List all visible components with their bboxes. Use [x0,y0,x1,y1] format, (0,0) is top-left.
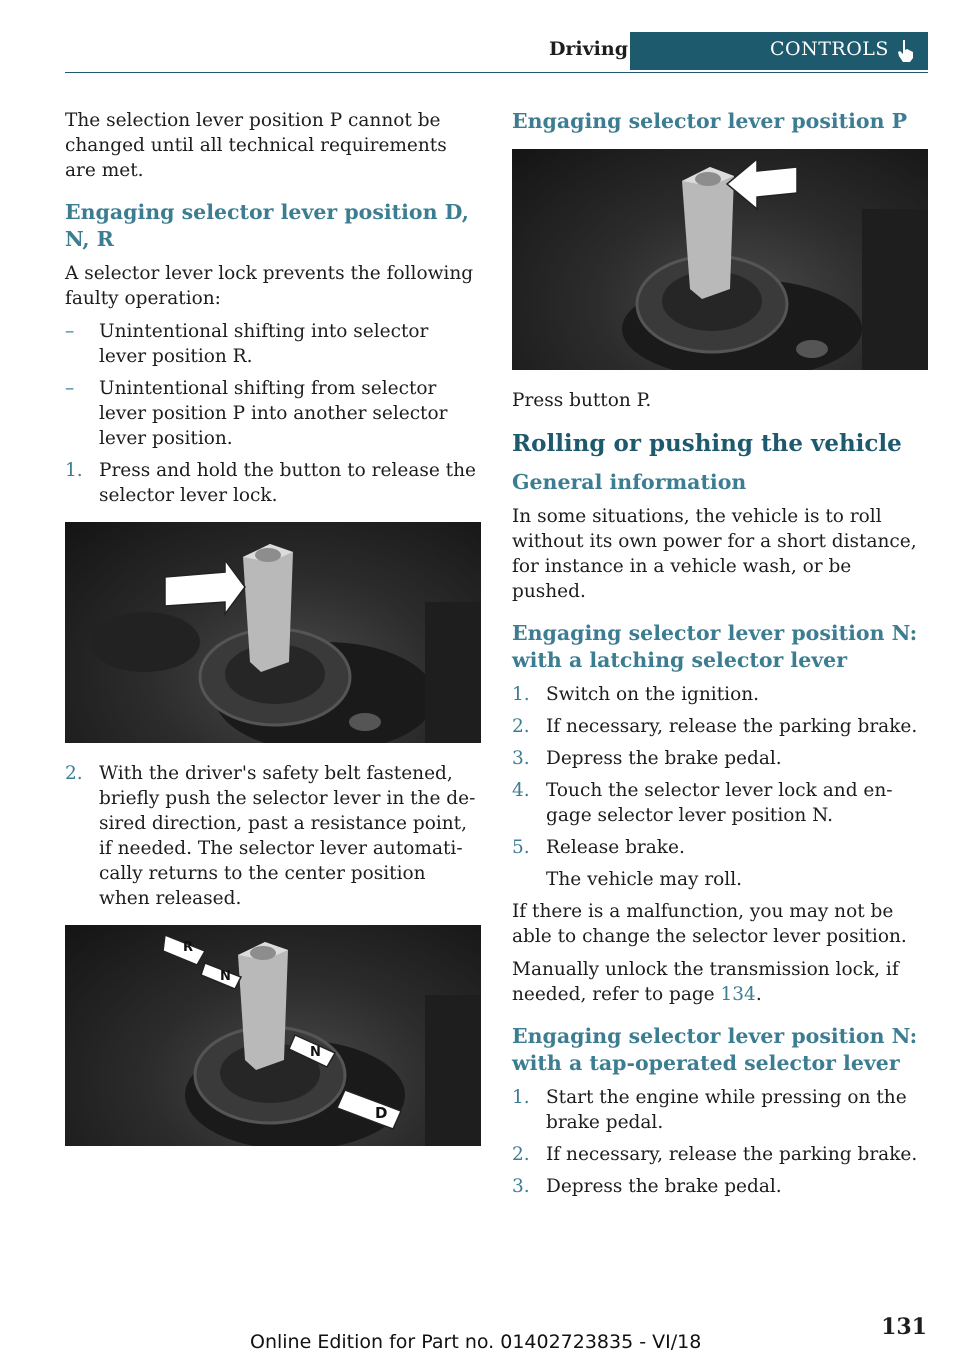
list-item: 2. With the driver's safety belt fastened, briefly push the selector lever in the de‐ sired direction, past a resistance point, if needed. The selector lever automati‐ cally returns to the center position when released. [65,763,476,909]
left-column [65,108,481,1164]
bullet-list [65,319,481,451]
heading-general: General information [512,470,747,494]
general-text: In some situations, the vehicle is to roll without its own power for a short distance, for instance in a vehicle wash, or be pushed. [512,506,917,602]
list-item: 5. Release brake. [512,837,685,858]
page-number: 131 [881,1314,927,1340]
list-item: 2. If necessary, release the parking brake. [512,716,918,737]
edition-text: Online Edition for Part no. 01402723835 - VI/18 [250,1331,702,1353]
list-item: 3. Depress the brake pedal. [512,1176,782,1197]
latch-steps [512,682,928,860]
right-column [512,108,928,1206]
malfunction-text: If there is a malfunction, you may not be able to change the selector lever position. [512,901,907,947]
figure-shift-directions [65,925,481,1146]
list-item: 1. Start the engine while pressing on the brake pedal. [512,1087,907,1133]
figure-button-p [512,149,928,370]
list-item: – Unintentional shifting from selector lever position P into another selector lever position. [65,378,448,449]
heading-position-p: Engaging selector lever position P [512,109,908,133]
page-link[interactable]: 134 [720,984,756,1005]
lock-intro: A selector lever lock prevents the following faulty operation: [65,263,474,309]
figure-release-lock [65,522,481,743]
unlock-text: Manually unlock the transmission lock, if needed, refer to page 134. [512,959,899,1005]
list-item: 2. If necessary, release the parking brake. [512,1144,918,1165]
list-item: 1. Press and hold the button to release the selector lever lock. [65,460,476,506]
shift-label-d: D [375,1104,388,1122]
press-p-text: Press button P. [512,390,652,411]
page-header [65,32,928,73]
intro-paragraph: The selection lever position P cannot be changed until all technical requirements are met. [65,110,447,181]
section-title: Driving [548,38,628,60]
hand-pointer-icon [894,38,916,64]
list-item: – Unintentional shifting into selector lever position R. [65,321,429,367]
list-item: 3. Depress the brake pedal. [512,748,782,769]
shift-label-n-up: N [220,969,231,984]
step-list [65,458,481,508]
list-item: 4. Touch the selector lever lock and en‐ gage selector lever position N. [512,780,893,826]
chapter-title: CONTROLS [770,38,889,60]
tap-steps [512,1085,928,1199]
shift-label-n-down: N [310,1045,321,1060]
latch-sub-note: The vehicle may roll. [546,869,743,890]
chapter-tab [630,32,928,70]
step-list [65,761,481,911]
heading-rolling: Rolling or pushing the vehicle [512,430,902,457]
heading-latching: Engaging selector lever position N: with a latching selector lever [512,621,918,672]
heading-tap: Engaging selector lever position N: with a tap-operated selector lever [512,1024,918,1075]
heading-dnr: Engaging selector lever position D, N, R [65,200,469,251]
shift-label-r: R [183,940,194,955]
list-item: 1. Switch on the ignition. [512,684,760,705]
